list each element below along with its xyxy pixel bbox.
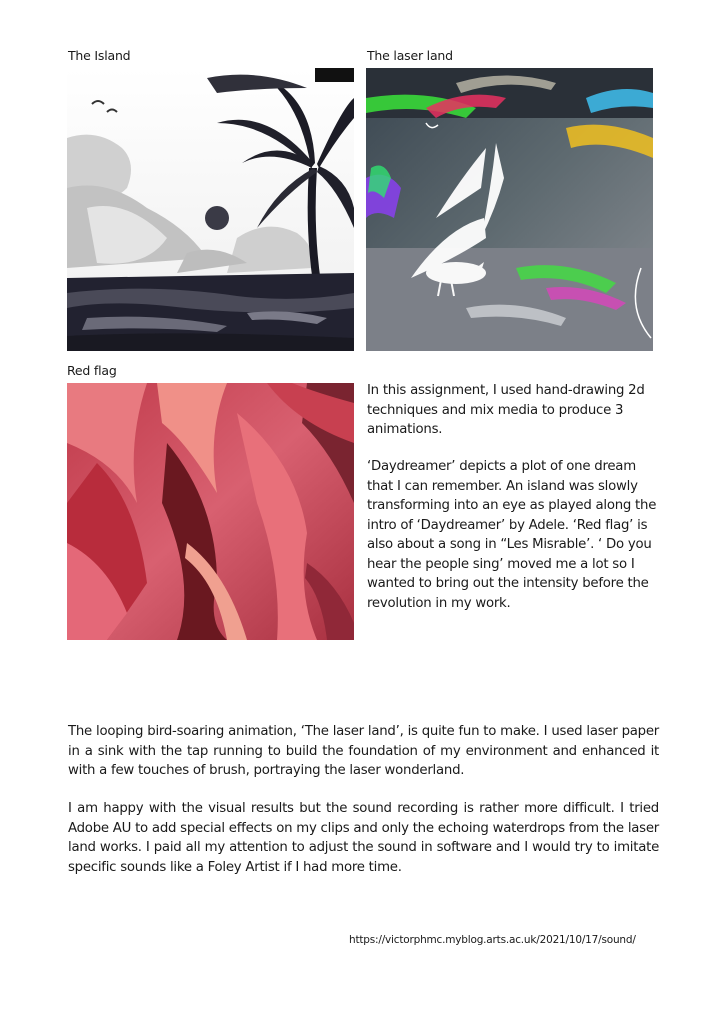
sound-paragraph: I am happy with the visual results but the sound recording is rather more difficult. I tried Adobe AU to add special effects on my clips and only the echoing waterdrops from the laser land works. I paid all my attention to adjust the sound in software and I would try to imitate specific sounds like a Foley Artist if I had more time. — [68, 801, 659, 875]
laser-land-caption: The laser land — [367, 48, 453, 63]
daydreamer-paragraph: ‘Daydreamer’ depicts a plot of one dream that I can remember. An island was slowly transforming into an eye as played along the intro of ‘Daydreamer’ by Adele. ‘Red flag’ is also about a song in “Les Misrable’. ‘ Do you hear the people sing’ moved me a lot so I wanted to bring out the intensity before the revolution in my work. — [367, 459, 657, 611]
island-artwork — [67, 68, 354, 351]
intro-paragraph: In this assignment, I used hand-drawing 2d techniques and mix media to produce 3 animations. — [367, 383, 645, 437]
source-url[interactable]: https://victorphmc.myblog.arts.ac.uk/2021/10/17/sound/ — [349, 934, 636, 946]
red-flag-artwork — [67, 383, 354, 640]
laser-land-paragraph: The looping bird-soaring animation, ‘The laser land’, is quite fun to make. I used laser paper in a sink with the tap running to build the foundation of my environment and enhanced it with a few touches of brush, portraying the laser wonderland. — [68, 724, 659, 778]
island-caption: The Island — [68, 48, 131, 63]
laser-land-artwork — [366, 68, 653, 351]
red-flag-caption: Red flag — [67, 363, 117, 378]
